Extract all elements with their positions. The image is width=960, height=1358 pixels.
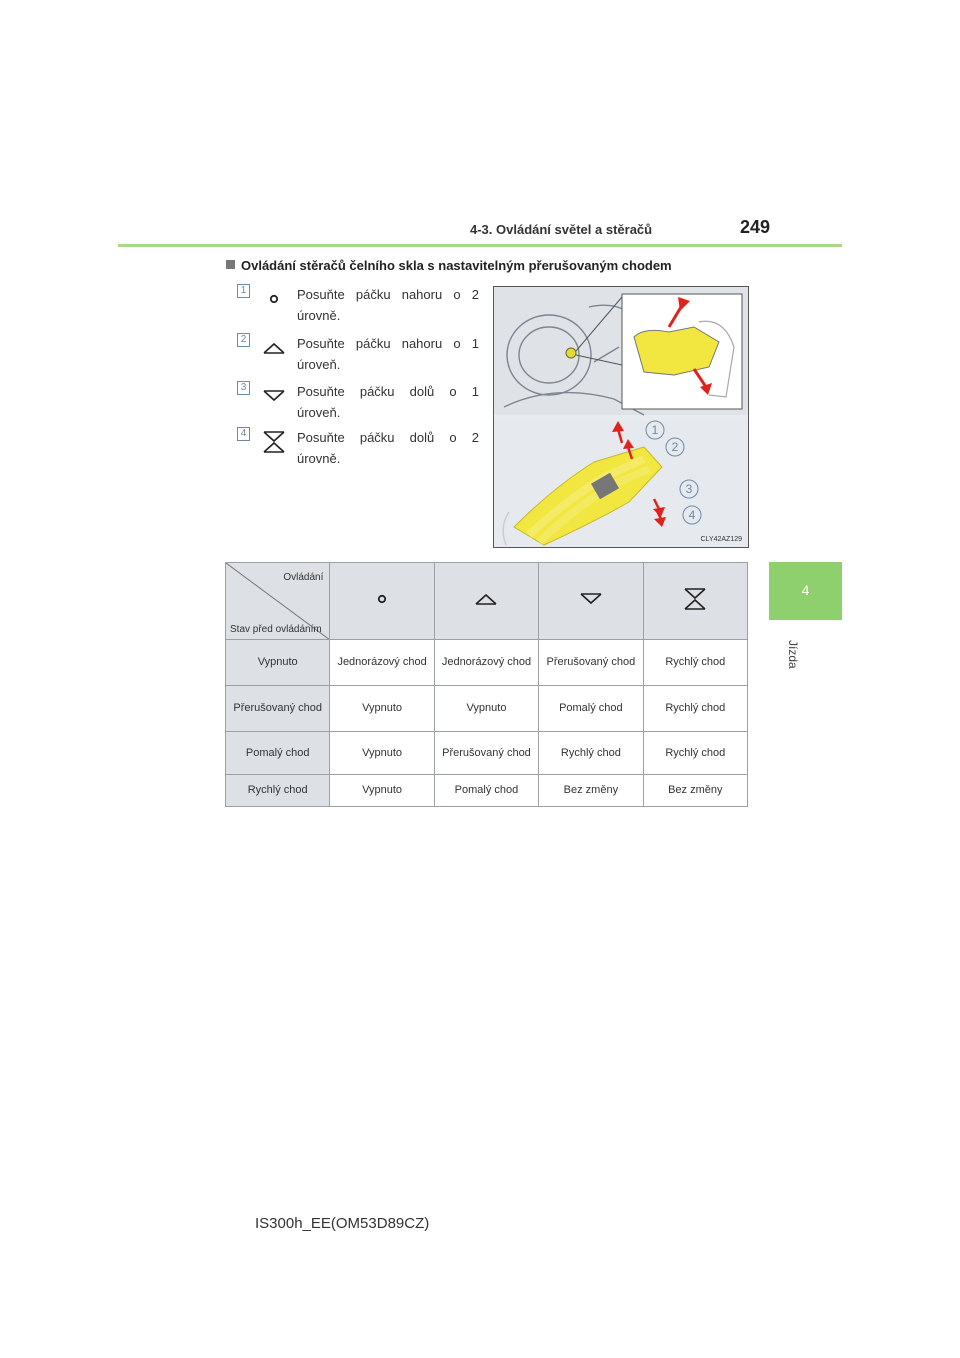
chapter-tab — [769, 562, 842, 620]
step-number: 4 — [237, 427, 250, 441]
table-row — [226, 732, 748, 775]
figure-code: CLY42AZ129 — [700, 536, 742, 543]
table-row — [226, 686, 748, 732]
double-chevron-down-symbol-icon — [680, 586, 710, 612]
wiper-operation-table — [225, 562, 748, 807]
table-cell: Vypnuto — [434, 686, 538, 732]
row-state: Přerušovaný chod — [226, 686, 330, 732]
step-number: 2 — [237, 333, 250, 347]
step-text: Posuňte páčku nahoru o 2 úrovně. — [297, 287, 479, 323]
table-cell: Vypnuto — [330, 686, 434, 732]
section-heading-text: Ovládání stěračů čelního skla s nastavitelným přerušovaným chodem — [241, 258, 672, 273]
off-circle-symbol-icon — [259, 286, 289, 312]
section-title: 4-3. Ovládání světel a stěračů — [470, 222, 653, 237]
step-number: 1 — [237, 284, 250, 298]
table-cell: Rychlý chod — [643, 686, 747, 732]
double-chevron-down-symbol-icon — [259, 429, 289, 455]
header-divider — [118, 244, 842, 247]
row-state: Rychlý chod — [226, 775, 330, 807]
table-row — [226, 640, 748, 686]
chapter-number: 4 — [801, 582, 810, 598]
step-text: Posuňte páčku nahoru o 1 úroveň. — [297, 336, 479, 372]
table-corner-cell — [226, 563, 330, 640]
table-cell: Pomalý chod — [539, 686, 643, 732]
table-cell: Vypnuto — [330, 775, 434, 807]
column-header-up — [434, 563, 538, 640]
square-bullet-icon — [226, 260, 235, 269]
off-circle-symbol-icon — [367, 586, 397, 612]
chapter-label: Jízda — [786, 640, 800, 669]
model-code: IS300h_EE(OM53D89CZ) — [255, 1215, 430, 1232]
table-cell: Přerušovaný chod — [434, 732, 538, 775]
chevron-up-symbol-icon — [471, 586, 501, 612]
wiper-lever-drawing — [494, 287, 749, 548]
wiper-lever-illustration — [493, 286, 749, 548]
step-text: Posuňte páčku dolů o 1 úroveň. — [297, 384, 479, 420]
row-state: Pomalý chod — [226, 732, 330, 775]
table-row — [226, 775, 748, 807]
table-cell: Přerušovaný chod — [539, 640, 643, 686]
section-heading — [226, 258, 672, 273]
table-cell: Rychlý chod — [643, 640, 747, 686]
column-header-down — [539, 563, 643, 640]
chevron-up-symbol-icon — [259, 335, 289, 361]
table-cell: Vypnuto — [330, 732, 434, 775]
callout-1: 1 — [651, 423, 659, 437]
table-cell: Rychlý chod — [539, 732, 643, 775]
column-header-off — [330, 563, 434, 640]
callout-2: 2 — [671, 440, 679, 454]
table-cell: Jednorázový chod — [330, 640, 434, 686]
step-number: 3 — [237, 381, 250, 395]
table-header-row — [226, 563, 748, 640]
callout-4: 4 — [688, 508, 696, 522]
table-cell: Bez změny — [539, 775, 643, 807]
table-cell: Bez změny — [643, 775, 747, 807]
table-cell: Pomalý chod — [434, 775, 538, 807]
chevron-down-symbol-icon — [576, 586, 606, 612]
table-cell: Rychlý chod — [643, 732, 747, 775]
callout-3: 3 — [685, 482, 693, 496]
table-cell: Jednorázový chod — [434, 640, 538, 686]
column-header-double-down — [643, 563, 747, 640]
page-number: 249 — [740, 217, 771, 237]
corner-label-state: Stav před ovládáním — [230, 624, 322, 635]
row-state: Vypnuto — [226, 640, 330, 686]
step-text: Posuňte páčku dolů o 2 úrovně. — [297, 430, 479, 466]
corner-label-operation: Ovládání — [283, 572, 324, 583]
chevron-down-symbol-icon — [259, 383, 289, 409]
